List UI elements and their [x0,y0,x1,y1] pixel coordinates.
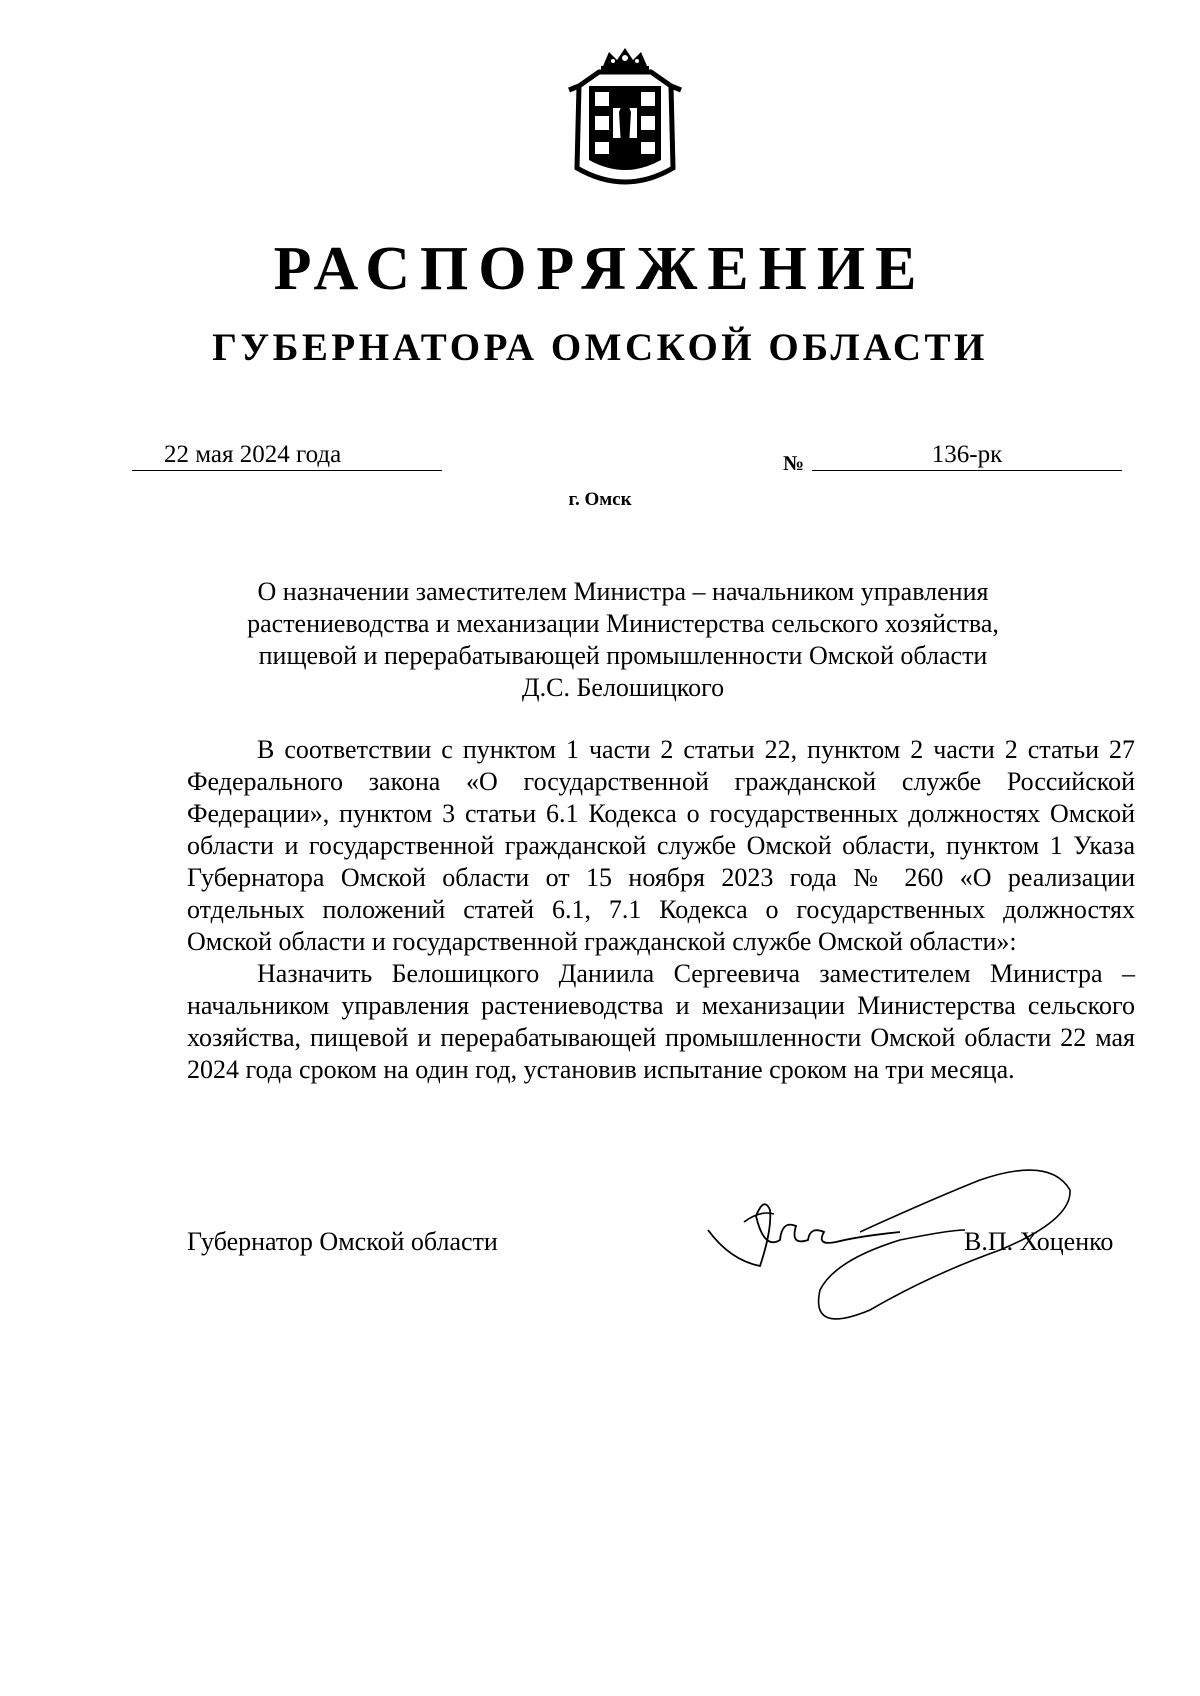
subject-line: пищевой и перерабатывающей промышленности Омской области [258,641,988,670]
document-number: 136-рк [812,440,1122,471]
body-paragraph: В соответствии с пунктом 1 части 2 статьи 22, пунктом 2 части 2 статьи 27 Федерального закона «О государственной гражданской службе Российской Федерации», пунктом 3 статьи 6.1 Кодекса о государственных должностях Омской области и государственной гражданской службе Омской области, пунктом 1 Указа Губернатора Омской области от 15 ноября 2023 года № 260 «О реализации отдельных положений статей 6.1, 7.1 Кодекса о государственных должностях Омской области и государственной гражданской службе Омской области»: [187,735,1135,956]
subject-line: растениеводства и механизации Министерства сельского хозяйства, [247,609,999,638]
signatory-name: В.П. Хоценко [964,1227,1114,1256]
signatory-position: Губернатор Омской области [187,1227,498,1256]
document-city: г. Омск [568,489,632,510]
subject-line: О назначении заместителем Министра – начальником управления [257,577,989,606]
document-subject [170,576,1076,704]
subject-line: Д.С. Белошицкого [521,673,725,702]
document-date: 22 мая 2024 года [132,440,442,471]
body-paragraph: Назначить Белошицкого Даниила Сергеевича заместителем Министра – начальником управления растениеводства и механизации Министерства сельского хозяйства, пищевой и перерабатывающей промышленности Омской области 22 мая 2024 года сроком на один год, установив испытание сроком на три месяца. [187,959,1135,1084]
coat-of-arms-emblem [565,46,685,196]
document-subtitle: ГУБЕРНАТОРА ОМСКОЙ ОБЛАСТИ [212,326,988,369]
number-label: № [783,451,805,475]
document-title: РАСПОРЯЖЕНИЕ [273,235,927,303]
document-body [187,734,1135,1086]
